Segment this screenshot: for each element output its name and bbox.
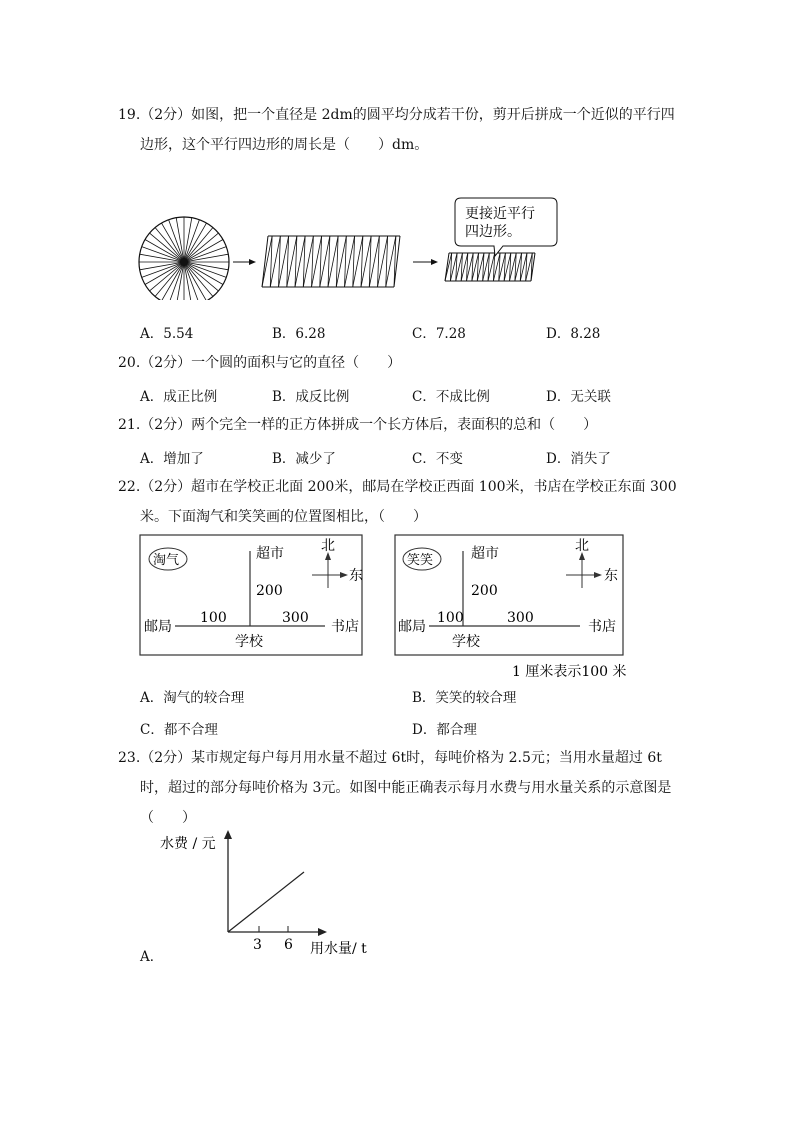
q22-option-d[interactable]: D．都合理 — [412, 722, 477, 738]
svg-text:邮局: 邮局 — [398, 619, 426, 635]
q23-graph-a — [140, 825, 400, 965]
q21-option-b[interactable]: B．减少了 — [272, 451, 336, 467]
svg-text:东: 东 — [349, 568, 363, 584]
svg-text:用水量/ t: 用水量/ t — [310, 941, 367, 957]
bubble-text-1: 更接近平行 — [465, 206, 535, 222]
q21-option-a[interactable]: A．增加了 — [140, 451, 204, 467]
svg-text:笑笑: 笑笑 — [407, 553, 434, 568]
q23-option-a[interactable]: A． — [140, 949, 164, 965]
svg-text:100: 100 — [200, 610, 227, 626]
svg-text:书店: 书店 — [588, 619, 616, 635]
q22-text-1: 22.（2分）超市在学校正北面 200米，邮局在学校正西面 100米，书店在学校正东面 300 — [118, 479, 677, 495]
q23-text-2: 时，超过的部分每吨价格为 3元。如图中能正确表示每月水费与用水量关系的示意图是 — [140, 780, 672, 796]
svg-text:200: 200 — [256, 583, 283, 599]
q19-option-c[interactable]: C．7.28 — [412, 326, 466, 342]
svg-text:300: 300 — [282, 610, 309, 626]
svg-text:东: 东 — [604, 568, 618, 584]
map-xiaoxiao — [395, 535, 623, 655]
q19-option-a[interactable]: A．5.54 — [140, 326, 194, 342]
q21-text: 21.（2分）两个完全一样的正方体拼成一个长方体后，表面积的总和（ ） — [118, 417, 598, 433]
q19-option-d[interactable]: D．8.28 — [546, 326, 601, 342]
q23-text-1: 23.（2分）某市规定每户每月用水量不超过 6t时，每吨价格为 2.5元；当用水量超过 6t — [118, 750, 662, 766]
scale-note: 1 厘米表示100 米 — [512, 664, 627, 680]
svg-text:淘气: 淘气 — [153, 553, 180, 568]
cost-line — [228, 872, 304, 932]
svg-text:书店: 书店 — [331, 619, 359, 635]
q22-maps — [0, 530, 794, 680]
q23-text-3: （ ） — [140, 810, 196, 826]
q22-text-2: 米。下面淘气和笑笑画的位置图相比，（ ） — [140, 509, 427, 525]
svg-text:邮局: 邮局 — [144, 619, 172, 635]
svg-text:水费 / 元: 水费 / 元 — [160, 836, 216, 852]
svg-text:超市: 超市 — [471, 546, 499, 562]
svg-text:3: 3 — [253, 937, 262, 953]
q20-option-a[interactable]: A．成正比例 — [140, 389, 218, 405]
q22-option-c[interactable]: C．都不合理 — [140, 722, 218, 738]
q22-option-b[interactable]: B．笑笑的较合理 — [412, 690, 517, 706]
q21-option-c[interactable]: C．不变 — [412, 451, 463, 467]
bubble-text-2: 四边形。 — [465, 224, 521, 240]
q21-option-d[interactable]: D．消失了 — [546, 451, 611, 467]
svg-text:学校: 学校 — [235, 634, 263, 650]
svg-text:北: 北 — [321, 538, 335, 554]
svg-text:6: 6 — [284, 937, 293, 953]
svg-text:200: 200 — [471, 583, 498, 599]
q19-text-2: 边形，这个平行四边形的周长是（ ）dm。 — [140, 137, 429, 153]
q20-option-d[interactable]: D．无关联 — [546, 389, 611, 405]
svg-text:北: 北 — [575, 538, 589, 554]
svg-text:超市: 超市 — [256, 546, 284, 562]
q19-figure — [0, 190, 794, 300]
q22-option-a[interactable]: A．淘气的较合理 — [140, 690, 245, 706]
svg-text:100: 100 — [437, 610, 464, 626]
map-taoqi — [140, 535, 363, 655]
q20-option-b[interactable]: B．成反比例 — [272, 389, 350, 405]
parallelogram-small — [445, 253, 535, 281]
q19-text-1: 19.（2分）如图，把一个直径是 2dm的圆平均分成若干份，剪开后拼成一个近似的平行四 — [118, 107, 675, 123]
parallelogram-large — [262, 236, 400, 287]
q19-option-b[interactable]: B．6.28 — [272, 326, 326, 342]
svg-text:300: 300 — [507, 610, 534, 626]
q20-option-c[interactable]: C．不成比例 — [412, 389, 490, 405]
q20-text: 20.（2分）一个圆的面积与它的直径（ ） — [118, 355, 402, 371]
svg-text:学校: 学校 — [452, 634, 480, 650]
